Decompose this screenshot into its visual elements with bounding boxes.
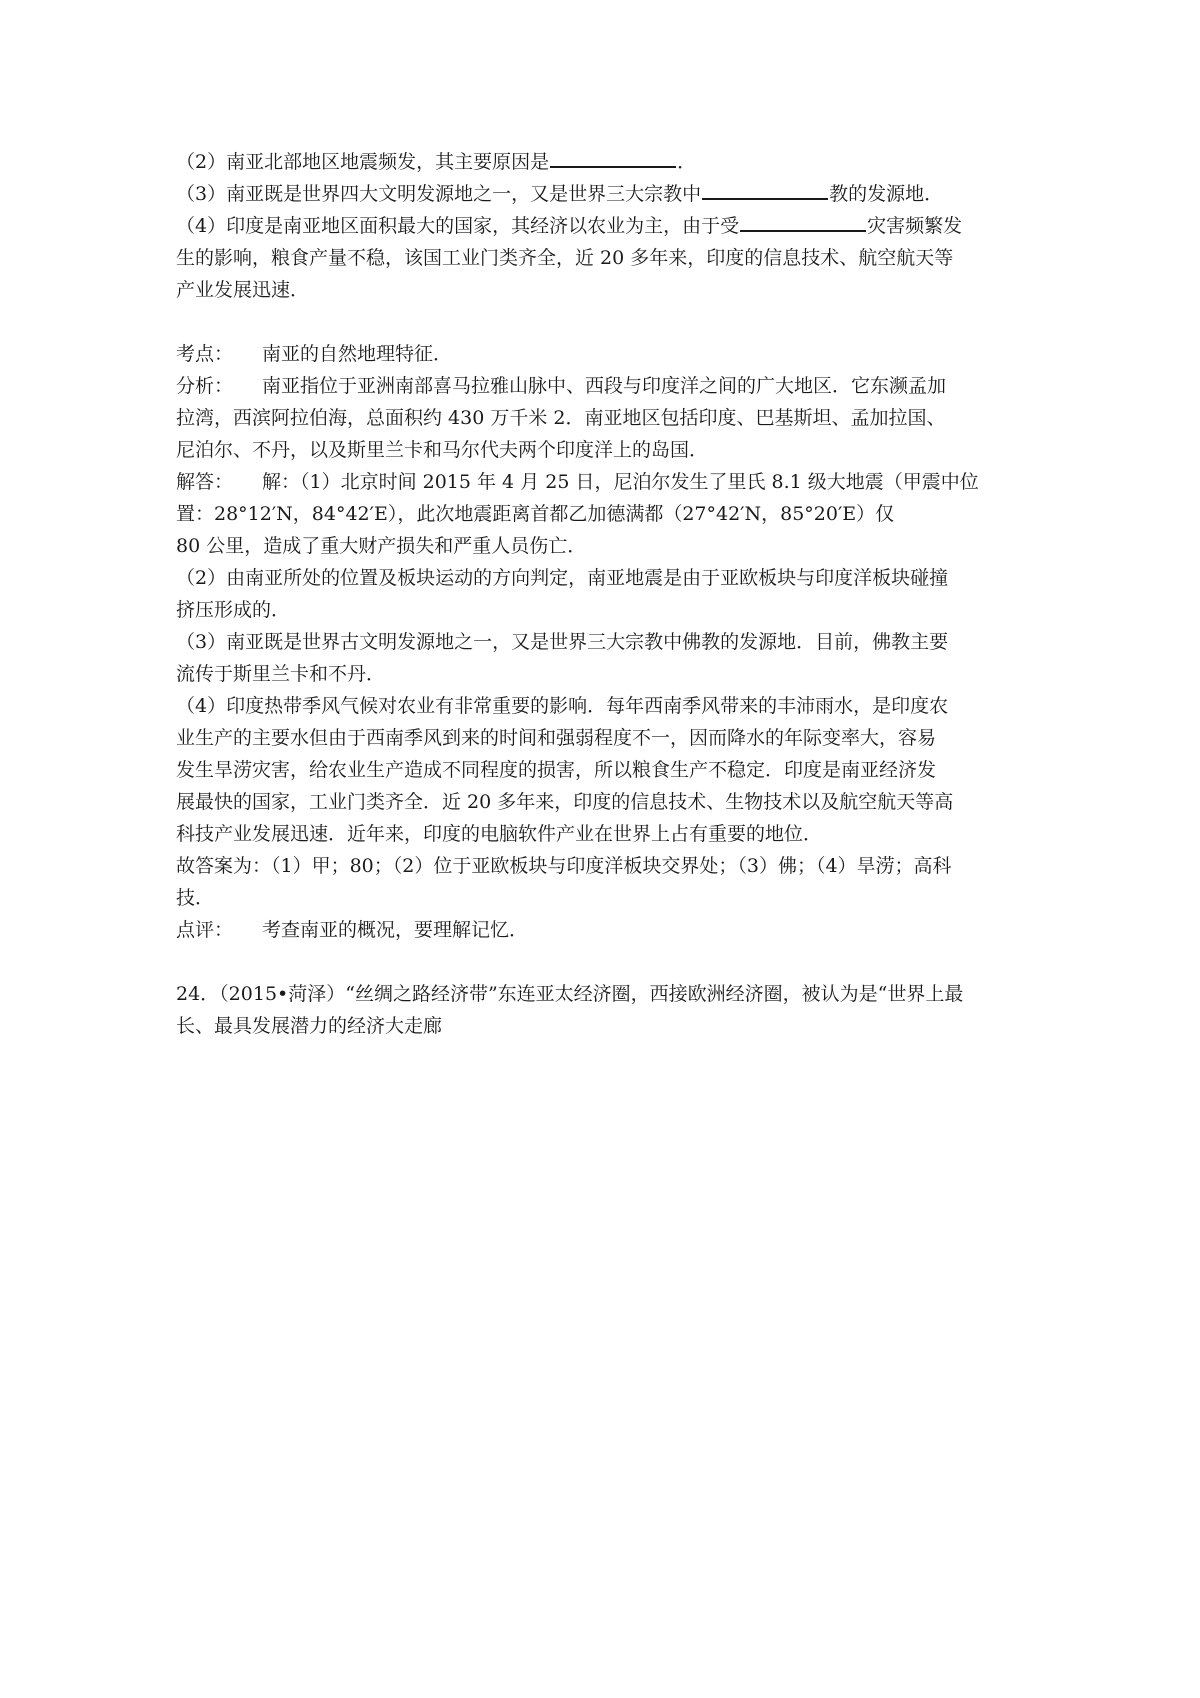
- question-4-text-after: 灾害频繁发: [867, 215, 963, 237]
- answer-blank: [740, 212, 866, 232]
- jieda-part-4-line-1: （4）印度热带季风气候对农业有非常重要的影响．每年西南季风带来的丰沛雨水，是印度农: [176, 695, 949, 717]
- question-4: [176, 210, 1048, 242]
- question-4-line-2: 生的影响，粮食产量不稳，该国工业门类齐全，近 20 多年来，印度的信息技术、航空航天等: [176, 247, 954, 269]
- fenxi-line-2: 拉湾，西滨阿拉伯海，总面积约 430 万千米 2．南亚地区包括印度、巴基斯坦、孟加拉国、: [176, 407, 946, 429]
- question-4-line-3: 产业发展迅速．: [176, 279, 310, 301]
- kaodian-text: 南亚的自然地理特征．: [262, 343, 453, 365]
- answer-blank: [702, 180, 828, 200]
- jieda-part-4-line-5: 科技产业发展迅速．近年来，印度的电脑软件产业在世界上占有重要的地位．: [176, 823, 823, 845]
- answer-summary-line-1: 故答案为：（1）甲；80；（2）位于亚欧板块与印度洋板块交界处；（3）佛；（4）旱涝；高科: [176, 855, 952, 877]
- fenxi-text: 南亚指位于亚洲南部喜马拉雅山脉中、西段与印度洋之间的广大地区．它东濒孟加: [262, 375, 947, 397]
- question-24-line-2: 长、最具发展潜力的经济大走廊: [176, 1015, 443, 1037]
- dianping-text: 考查南亚的概况，要理解记忆．: [262, 919, 529, 941]
- jieda-line-3: 80 公里，造成了重大财产损失和严重人员伤亡．: [176, 535, 587, 557]
- jieda-part-4-line-4: 展最快的国家，工业门类齐全．近 20 多年来，印度的信息技术、生物技术以及航空航天等高: [176, 791, 954, 813]
- spacer: [176, 946, 1048, 978]
- answer-blank: [550, 148, 676, 168]
- jieda-line-2: 置：28°12′N，84°42′E），此次地震距离首都乙加德满都（27°42′N，85°20′E）仅: [176, 503, 895, 525]
- spacer: [176, 306, 1048, 338]
- fenxi-row: [176, 370, 1048, 402]
- jieda-part-3-line-1: （3）南亚既是世界古文明发源地之一，又是世界三大宗教中佛教的发源地．目前，佛教主要: [176, 631, 949, 653]
- dianping-label: 点评：: [176, 919, 234, 941]
- jieda-label: 解答：: [176, 471, 234, 493]
- question-24-line-1: 24．（2015•菏泽）“丝绸之路经济带”东连亚太经济圈，西接欧洲经济圈，被认为是“世界上最: [176, 983, 964, 1005]
- jieda-part-4-line-3: 发生旱涝灾害，给农业生产造成不同程度的损害，所以粮食生产不稳定．印度是南亚经济发: [176, 759, 937, 781]
- question-3-text: （3）南亚既是世界四大文明发源地之一，又是世界三大宗教中: [176, 183, 702, 205]
- fenxi-line-3: 尼泊尔、不丹，以及斯里兰卡和马尔代夫两个印度洋上的岛国．: [176, 439, 709, 461]
- kaodian-row: [176, 338, 1048, 370]
- question-2-end: ．: [677, 151, 697, 173]
- jieda-text: 解：（1）北京时间 2015 年 4 月 25 日，尼泊尔发生了里氏 8.1 级大地震（甲震中位: [262, 471, 979, 493]
- question-3-end: 教的发源地．: [829, 183, 944, 205]
- dianping-row: [176, 914, 1048, 946]
- jieda-part-3-line-2: 流传于斯里兰卡和不丹．: [176, 663, 386, 685]
- question-2: [176, 146, 1048, 178]
- jieda-part-2-line-1: （2）由南亚所处的位置及板块运动的方向判定，南亚地震是由于亚欧板块与印度洋板块碰撞: [176, 567, 949, 589]
- jieda-part-4-line-2: 业生产的主要水但由于西南季风到来的时间和强弱程度不一，因而降水的年际变率大，容易: [176, 727, 937, 749]
- jieda-row: [176, 466, 1048, 498]
- question-4-text: （4）印度是南亚地区面积最大的国家，其经济以农业为主，由于受: [176, 215, 740, 237]
- page-content: [176, 146, 1048, 1042]
- jieda-part-2-line-2: 挤压形成的．: [176, 599, 291, 621]
- question-3: [176, 178, 1048, 210]
- kaodian-label: 考点：: [176, 343, 234, 365]
- question-2-text: （2）南亚北部地区地震频发，其主要原因是: [176, 151, 550, 173]
- answer-summary-line-2: 技．: [176, 887, 215, 909]
- fenxi-label: 分析：: [176, 375, 234, 397]
